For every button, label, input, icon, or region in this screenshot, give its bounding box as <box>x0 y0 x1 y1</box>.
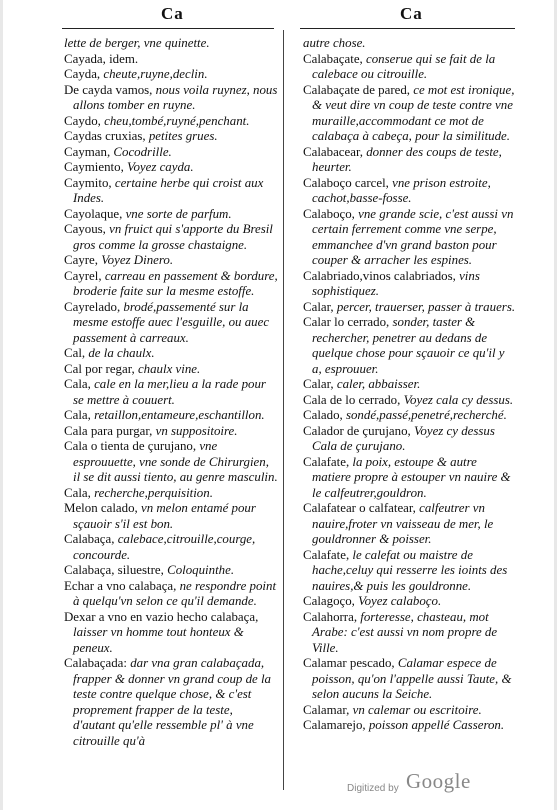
left-header-rule <box>62 28 274 29</box>
dictionary-entry <box>64 300 278 347</box>
entry-headword: Calahorra, <box>303 609 361 624</box>
entry-definition: vne sorte de parfum. <box>125 206 232 221</box>
entry-headword: Cayous, <box>64 222 110 236</box>
entry-headword: Cayda, <box>64 67 104 81</box>
entry-definition: ce mot est ironique, & veut dire vn coup de teste contre vne muraille,accommodant ce mot de calabaça à cabeça, pour la similitude. <box>312 82 515 143</box>
entry-headword: Cala, <box>64 408 95 422</box>
entry-headword: Calabaçate de pared, <box>303 82 414 97</box>
entry-definition: lette de berger, vne quinette. <box>64 36 210 50</box>
dictionary-entry <box>303 207 517 269</box>
dictionary-entry <box>64 346 278 362</box>
dictionary-entry <box>64 532 278 563</box>
dictionary-entry <box>64 269 278 300</box>
entry-definition: laisser vn homme tout honteux & peneux. <box>73 625 244 655</box>
entry-headword: Calar lo cerrado, <box>303 315 393 329</box>
entry-headword: Calafate, <box>303 547 353 562</box>
entry-headword: Cayrelado, <box>64 299 124 314</box>
entry-headword: Calagoço, <box>303 594 359 608</box>
entry-definition: recherche,perquisition. <box>94 485 213 500</box>
entry-headword: Calabaça, <box>64 532 118 546</box>
entry-headword: Cal, <box>64 346 89 360</box>
entry-headword: Calabriado,vinos calabriados, <box>303 268 460 283</box>
entry-definition: vn calemar ou escritoire. <box>352 702 482 717</box>
dictionary-entry <box>64 656 278 749</box>
entry-headword: Caymito, <box>64 175 115 190</box>
dictionary-entry <box>303 36 517 52</box>
entry-headword: Cala, <box>64 377 95 391</box>
entry-definition: forteresse, chasteau, mot Arabe: c'est aussi vn nom propre de Ville. <box>312 609 498 655</box>
dictionary-entry <box>303 424 517 455</box>
dictionary-entry <box>64 52 278 68</box>
entry-definition: vn melon entamé pour sçauoir s'il est bon. <box>73 501 256 531</box>
entry-definition: Voyez Dinero. <box>101 253 174 267</box>
right-header-rule <box>300 28 515 29</box>
entry-headword: Echar a vno calabaça, <box>64 578 180 593</box>
entry-definition: retaillon,entameure,eschantillon. <box>94 408 265 422</box>
entry-definition: calebace,citrouille,courge, concourde. <box>73 532 256 562</box>
entry-definition: Voyez cayda. <box>127 160 194 174</box>
entry-headword: Cayman, <box>64 144 114 159</box>
entry-definition: certaine herbe qui croist aux Indes. <box>73 175 264 205</box>
entry-definition: brodé,passementé sur la mesme estoffe auec l'esguille, ou auec passement à carreaux. <box>73 299 270 345</box>
entry-definition: de la chaulx. <box>88 346 155 360</box>
entry-headword: Calaboço, <box>303 206 359 221</box>
dictionary-entry <box>64 36 278 52</box>
entry-headword: Cayolaque, <box>64 206 126 221</box>
entry-definition: vn fruict qui s'apporte du Bresil gros comme la grosse chastaigne. <box>73 222 273 252</box>
entry-definition: cale en la mer,lieu a la rade pour se mettre à couuert. <box>73 377 266 407</box>
entry-definition: nous voila ruynez, nous allons tomber en ruyne. <box>73 82 278 112</box>
entry-headword: Calamar, <box>303 702 353 717</box>
dictionary-entry <box>303 408 517 424</box>
dictionary-entry <box>303 269 517 300</box>
dictionary-entry <box>303 300 517 316</box>
dictionary-entry <box>64 610 278 657</box>
dictionary-entry <box>64 176 278 207</box>
dictionary-entry <box>303 315 517 377</box>
entry-headword: Calabacear, <box>303 144 367 159</box>
dictionary-entry <box>64 486 278 502</box>
entry-headword: Dexar a vno en vazio hecho calabaça, <box>64 609 259 624</box>
entry-definition: vins sophistiquez. <box>312 268 480 298</box>
dictionary-entry <box>64 145 278 161</box>
dictionary-entry <box>303 176 517 207</box>
dictionary-entry <box>64 377 278 408</box>
dictionary-entry <box>64 83 278 114</box>
dictionary-entry <box>64 408 278 424</box>
dictionary-entry <box>64 501 278 532</box>
entry-headword: Melon calado, <box>64 501 141 515</box>
entry-headword: Cala o tienta de çurujano, <box>64 439 200 453</box>
entry-headword: Caydas cruxias, <box>64 129 149 143</box>
entry-headword: Cala para purgar, <box>64 423 156 438</box>
dictionary-entry <box>303 145 517 176</box>
dictionary-entry <box>64 563 278 579</box>
dictionary-entry <box>64 424 278 440</box>
entry-headword: Calaboço carcel, <box>303 175 393 190</box>
dictionary-entry <box>64 362 278 378</box>
dictionary-entry <box>64 253 278 269</box>
entry-definition: calfeutrer vn nauire,froter vn vaisseau de mer, le gouldronner & poisser. <box>312 501 494 546</box>
entry-headword: Cala de lo cerrado, <box>303 392 404 407</box>
entry-definition: Voyez cala cy dessus. <box>403 392 514 407</box>
entry-definition: Voyez calaboço. <box>358 594 442 608</box>
entry-definition: petites grues. <box>148 129 218 143</box>
dictionary-entry <box>303 377 517 393</box>
digitized-by-label: Digitized by <box>347 783 399 794</box>
dictionary-entry <box>303 501 517 548</box>
entry-definition: dar vna gran calabaçada, frapper & donner vn grand coup de la teste contre quelque chose, & c'est proprement frapper de la teste, d'autant qu'elle ressemble pl' à vne citrouille qu'à <box>73 656 271 748</box>
entry-definition: ne respondre point à quelqu'vn selon ce qu'il demande. <box>73 578 277 608</box>
dictionary-entry <box>303 656 517 703</box>
entry-headword: Cayrel, <box>64 268 105 283</box>
entry-headword: Calador de çurujano, <box>303 423 414 438</box>
entry-definition: sonder, taster & rechercher, penetrer au dedans de quelque chose pour sçauoir ce qu'il y a, esprouuer. <box>312 315 505 376</box>
entry-definition: vne prison estroite, cachot,basse-fosse. <box>312 175 491 205</box>
entry-headword: Calabaça, siluestre, <box>64 563 168 577</box>
entry-definition: autre chose. <box>303 36 366 50</box>
entry-definition: poisson appellé Casseron. <box>368 718 505 732</box>
dictionary-entry <box>303 610 517 657</box>
entry-headword: Cal por regar, <box>64 361 138 376</box>
entry-headword: Calado, <box>303 408 346 422</box>
dictionary-entry <box>303 718 517 734</box>
dictionary-entry <box>64 114 278 130</box>
dictionary-entry <box>303 83 517 145</box>
entry-definition: conserue qui se fait de la calebace ou citrouille. <box>312 51 496 81</box>
dictionary-entry <box>64 129 278 145</box>
dictionary-entry <box>303 548 517 595</box>
entry-headword: Cala, <box>64 485 95 500</box>
entry-headword: Caydo, <box>64 113 105 128</box>
entry-definition: sondé,passé,penetré,recherché. <box>345 408 507 422</box>
left-running-head: Ca <box>161 4 184 23</box>
dictionary-entry <box>303 703 517 719</box>
entry-definition: la poix, estoupe & autre matiere propre à estouper vn nauire & le calfeutrer,gouldron. <box>312 454 511 500</box>
entry-definition: caler, abbaisser. <box>336 377 421 391</box>
right-column <box>303 36 517 734</box>
dictionary-entry <box>64 579 278 610</box>
entry-definition: Coloquinthe. <box>167 563 235 577</box>
dictionary-entry <box>303 455 517 502</box>
entry-headword: Calar, <box>303 377 337 391</box>
dictionary-entry <box>64 160 278 176</box>
dictionary-entry <box>64 207 278 223</box>
entry-headword: Calamarejo, <box>303 718 369 732</box>
entry-definition: donner des coups de teste, heurter. <box>312 144 502 174</box>
entry-definition: vne grande scie, c'est aussi vn certain ferrement comme vne serpe, emmanchee d'vn grand baston pour couper & arracher les espines. <box>312 206 514 267</box>
entry-definition: chaulx vine. <box>137 361 201 376</box>
dictionary-entry <box>64 67 278 83</box>
entry-definition: vne esprouuette, vne sonde de Chirurgien, il se dit aussi tiento, au genre masculin. <box>73 439 278 484</box>
entry-definition: carreau en passement & bordure, broderie faite sur la mesme estoffe. <box>73 268 278 298</box>
entry-definition: Calamar espece de poisson, qu'on l'appelle aussi Taute, & selon aucuns la Seiche. <box>312 656 512 701</box>
right-running-head: Ca <box>400 4 423 23</box>
entry-headword: Calafate, <box>303 454 353 469</box>
entry-headword: Calar, <box>303 299 337 314</box>
dictionary-entry <box>64 222 278 253</box>
entry-headword: Calabaçada: <box>64 656 131 670</box>
entry-definition: Cocodrille. <box>113 144 172 159</box>
dictionary-entry <box>303 594 517 610</box>
dictionary-entry <box>303 393 517 409</box>
left-column <box>64 36 278 749</box>
entry-definition: vn suppositoire. <box>155 423 238 438</box>
entry-definition: percer, trauerser, passer à trauers. <box>336 299 516 314</box>
entry-definition: Voyez cy dessus Cala de çurujano. <box>312 423 495 453</box>
dictionary-entry <box>303 52 517 83</box>
entry-headword: Calabaçate, <box>303 51 366 66</box>
entry-headword: De cayda vamos, <box>64 82 156 97</box>
entry-definition: cheute,ruyne,declin. <box>103 67 208 81</box>
entry-headword: Caymiento, <box>64 160 128 174</box>
google-watermark: Google <box>406 769 471 793</box>
entry-headword: Calafatear o calfatear, <box>303 501 420 515</box>
entry-headword: Calamar pescado, <box>303 656 398 670</box>
left-page-edge <box>0 0 3 810</box>
dictionary-entry <box>64 439 278 486</box>
entry-definition: le calefat ou maistre de hache,celuy qui resserre les ioints des nauires,& puis les gouldronne. <box>312 547 508 593</box>
entry-definition: cheu,tombé,ruyné,penchant. <box>104 113 250 128</box>
entry-headword: Cayada, idem. <box>64 51 139 66</box>
column-divider <box>283 30 284 790</box>
entry-headword: Cayre, <box>64 253 102 267</box>
